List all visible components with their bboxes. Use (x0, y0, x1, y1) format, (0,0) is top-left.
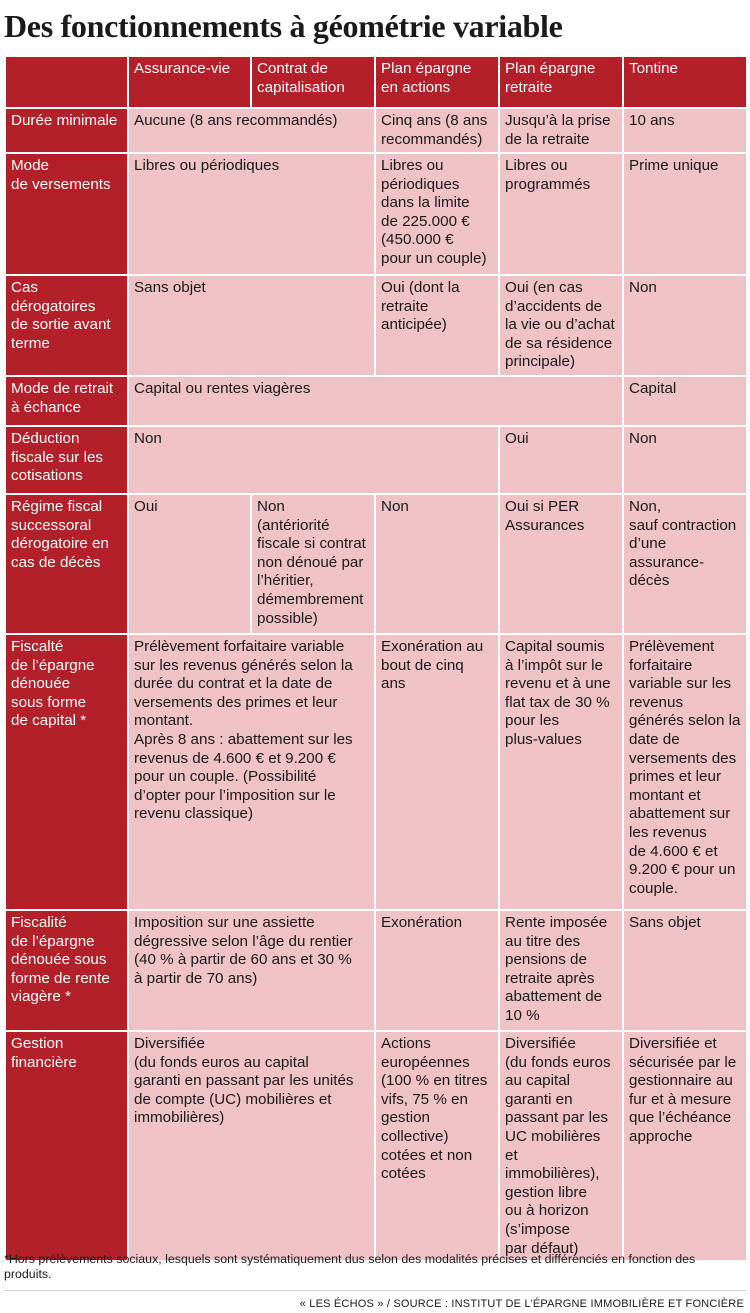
table-row (5, 426, 747, 494)
cell-deduction-tontine: Non (623, 426, 747, 494)
row-header-gestion: Gestion financière (5, 1031, 128, 1261)
column-header-per: Plan épargne retraite (499, 56, 623, 108)
cell-capital-pea: Exonération au bout de cinq ans (375, 634, 499, 910)
cell-deduction-per: Oui (499, 426, 623, 494)
cell-versements-per: Libres ou programmés (499, 153, 623, 275)
table-row (5, 153, 747, 275)
column-header-assurance-vie: Assurance-vie (128, 56, 251, 108)
table-row (5, 494, 747, 634)
column-header-tontine: Tontine (623, 56, 747, 108)
row-header-versements: Mode de versements (5, 153, 128, 275)
comparison-table (4, 55, 748, 1262)
cell-sortie-tontine: Non (623, 275, 747, 376)
cell-successoral-cc: Non (antériorité fiscale si contrat non dénoué par l’héritier, démembrement possible) (251, 494, 375, 634)
row-header-sortie: Cas dérogatoires de sortie avant terme (5, 275, 128, 376)
cell-versements-av-cc: Libres ou périodiques (128, 153, 375, 275)
cell-retrait-tontine: Capital (623, 376, 747, 426)
row-header-deduction: Déduction fiscale sur les cotisations (5, 426, 128, 494)
cell-duree-pea: Cinq ans (8 ans recommandés) (375, 108, 499, 153)
table-corner (5, 56, 128, 108)
table-row (5, 1031, 747, 1261)
column-header-pea: Plan épargne en actions (375, 56, 499, 108)
cell-successoral-tontine: Non, sauf contraction d’une assurance- décès (623, 494, 747, 634)
table-header-row (5, 56, 747, 108)
row-header-retrait: Mode de retrait à échance (5, 376, 128, 426)
table-row (5, 108, 747, 153)
source-credit: « LES ÉCHOS » / SOURCE : INSTITUT DE L’ÉPARGNE IMMOBILIÈRE ET FONCIÈRE (299, 1298, 744, 1310)
cell-duree-tontine: 10 ans (623, 108, 747, 153)
cell-rente-av-cc: Imposition sur une assiette dégressive selon l’âge du rentier (40 % à partir de 60 ans et 30 % à partir de 70 ans) (128, 910, 375, 1031)
cell-rente-per: Rente imposée au titre des pensions de retraite après abattement de 10 % (499, 910, 623, 1031)
footnote: *Hors prélèvements sociaux, lesquels sont systématiquement dus selon des modalités précises et différenciés en fonction des produits. (4, 1252, 696, 1281)
cell-gestion-av-cc: Diversifiée (du fonds euros au capital garanti en passant par les unités de compte (UC) mobilières et immobilières) (128, 1031, 375, 1261)
row-header-rente: Fiscalité de l’épargne dénouée sous forme de rente viagère * (5, 910, 128, 1031)
cell-versements-tontine: Prime unique (623, 153, 747, 275)
cell-duree-av-cc: Aucune (8 ans recommandés) (128, 108, 375, 153)
table-row (5, 634, 747, 910)
cell-duree-per: Jusqu’à la prise de la retraite (499, 108, 623, 153)
divider (4, 1290, 746, 1291)
cell-capital-tontine: Prélèvement forfaitaire variable sur les revenus générés selon la date de versements des primes et leur montant et abattement sur les revenus de 4.600 € et 9.200 € pour un couple. (623, 634, 747, 910)
cell-successoral-per: Oui si PER Assurances (499, 494, 623, 634)
row-header-capital: Fiscalté de l’épargne dénouée sous forme de capital * (5, 634, 128, 910)
cell-gestion-per: Diversifiée (du fonds euros au capital garanti en passant par les UC mobilières et immobilières), gestion libre ou à horizon (s’impose par défaut) (499, 1031, 623, 1261)
page-title: Des fonctionnements à géométrie variable (4, 8, 563, 44)
cell-successoral-av: Oui (128, 494, 251, 634)
cell-rente-tontine: Sans objet (623, 910, 747, 1031)
cell-sortie-pea: Oui (dont la retraite anticipée) (375, 275, 499, 376)
cell-rente-pea: Exonération (375, 910, 499, 1031)
cell-retrait-av-cc-pea-per: Capital ou rentes viagères (128, 376, 623, 426)
cell-sortie-av-cc: Sans objet (128, 275, 375, 376)
cell-sortie-per: Oui (en cas d’accidents de la vie ou d’achat de sa résidence principale) (499, 275, 623, 376)
cell-capital-per: Capital soumis à l’impôt sur le revenu et à une flat tax de 30 % pour les plus-values (499, 634, 623, 910)
cell-gestion-pea: Actions européennes (100 % en titres vifs, 75 % en gestion collective) cotées et non cotées (375, 1031, 499, 1261)
table-row (5, 910, 747, 1031)
row-header-duree: Durée minimale (5, 108, 128, 153)
row-header-successoral: Régime fiscal successoral dérogatoire en cas de décès (5, 494, 128, 634)
cell-gestion-tontine: Diversifiée et sécurisée par le gestionnaire au fur et à mesure que l’échéance approche (623, 1031, 747, 1261)
cell-capital-av-cc: Prélèvement forfaitaire variable sur les revenus générés selon la durée du contrat et la date de versements des primes et leur montant. Après 8 ans : abattement sur les revenus de 4.600 € et 9.200 € pour un couple. (Possibilité d’opter pour l’imposition sur le revenu classique) (128, 634, 375, 910)
cell-deduction-av-cc-pea: Non (128, 426, 499, 494)
cell-successoral-pea: Non (375, 494, 499, 634)
column-header-contrat-capitalisation: Contrat de capitalisation (251, 56, 375, 108)
table-row (5, 275, 747, 376)
table-row (5, 376, 747, 426)
cell-versements-pea: Libres ou périodiques dans la limite de 225.000 € (450.000 € pour un couple) (375, 153, 499, 275)
